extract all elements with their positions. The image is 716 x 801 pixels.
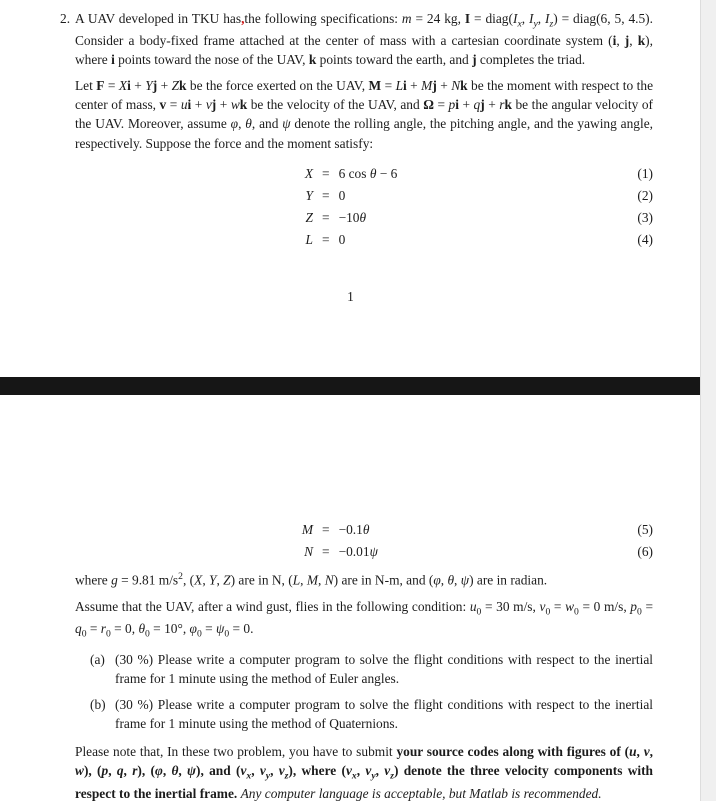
equation-6-relation: = [322,544,330,559]
equation-3-number: (3) [637,209,653,225]
page-number-footer: 1 [347,289,354,304]
equation-1 [75,163,653,185]
equation-block-page2 [75,519,653,563]
paragraph-specifications: A UAV developed in TKU has,the following specifications: m = 24 kg, $I = diag(I_x$, $I_y$, $I_z$) = diag(6, 5, 4.5). Consider a body-fixed frame attached at the center of mass with a cartesian coordinate system (i, j, k), where i points toward the nose of the UAV, k points toward the earth, and j completes the triad. [75,11,653,68]
equation-5-number: (5) [637,522,653,537]
equation-2 [75,185,653,207]
equation-2-relation: = [322,187,330,203]
equation-2-lhs: Y [305,187,313,203]
subitem-b-text: (30 %) Please write a computer program to solve the flight conditions with respect to the inertial frame for 1 minute using the method of Quaternions. [115,697,653,732]
equation-6-rhs: −0.01ψ [338,544,378,559]
equation-3-lhs: Z [305,209,313,225]
page-separator [0,377,701,395]
problem-body-continued [75,519,653,801]
problem-body [75,9,653,251]
subitem-a-label: (a) [90,652,105,668]
equation-1-relation: = [322,165,330,181]
paragraph-definitions: Let F = Xi + Yj + Zk be the force exerted on the UAV, M = Li + Mj + Nk be the moment with respect to the center of mass, v = ui + vj + wk be the velocity of the UAV, and Ω = pi + qj + rk be the angular velocity of the UAV. Moreover, assume φ, θ, and ψ denote the rolling angle, the pitching angle, and the yawing angle, respectively. Suppose the force and the moment satisfy: [75,78,654,151]
subitem-b [90,695,653,733]
subitem-a [90,650,653,688]
equation-3 [75,207,653,229]
paragraph-initial-conditions: Assume that the UAV, after a wind gust, flies in the following condition: $u_0 = 30$ m/s, $v_0 = w_0 = 0$ m/s, $p_0 = q_0 = r_0 = 0$, $\theta_0 = 10^\circ$, $\varphi_0 = \psi_0 = 0$. [75,598,653,640]
equation-5-rhs: −0.1θ [338,522,370,537]
equation-6 [75,541,653,563]
equation-4-number: (4) [637,231,653,247]
equation-6-number: (6) [637,544,653,559]
page-1 [0,0,701,377]
paragraph-submission-note: Please note that, In these two problem, you have to submit your source codes along with figures of (u, v, w), (p, q, r), (φ, θ, ψ), and ($v_x$, $v_y$, $v_z$), where ($v_x$, $v_y$, $v_z$) denote the three velocity components with respect to the inertial frame. Any computer language is acceptable, but Matlab is recommended. [75,744,654,801]
problem-2 [60,9,653,251]
equation-5-lhs: M [301,522,313,537]
subitem-a-text: (30 %) Please write a computer program to solve the flight conditions with respect to the inertial frame for 1 minute using the method of Euler angles. [115,652,653,687]
equation-1-rhs: 6 cos θ − 6 [338,165,398,181]
paragraph-units: where g = 9.81 $m/s^2$, (X, Y, Z) are in N, (L, M, N) are in N-m, and (φ, θ, ψ) are in radian. [75,571,548,588]
equation-block-page1 [75,163,653,251]
equation-4 [75,229,653,251]
equation-6-lhs: N [304,544,313,559]
equation-4-lhs: L [305,231,313,247]
equation-3-relation: = [322,209,330,225]
equation-2-rhs: 0 [338,187,346,203]
equation-5-relation: = [322,522,330,537]
page-2 [0,395,701,801]
equation-2-number: (2) [637,187,653,203]
equation-3-rhs: −10θ [338,209,367,225]
subitem-b-label: (b) [90,697,106,713]
equation-1-number: (1) [637,165,653,181]
equation-1-lhs: X [304,165,313,181]
equation-4-relation: = [322,231,330,247]
problem-number: 2. [60,11,71,26]
equation-4-rhs: 0 [338,231,346,247]
scrollbar-track[interactable] [700,0,716,801]
equation-5 [75,519,653,541]
